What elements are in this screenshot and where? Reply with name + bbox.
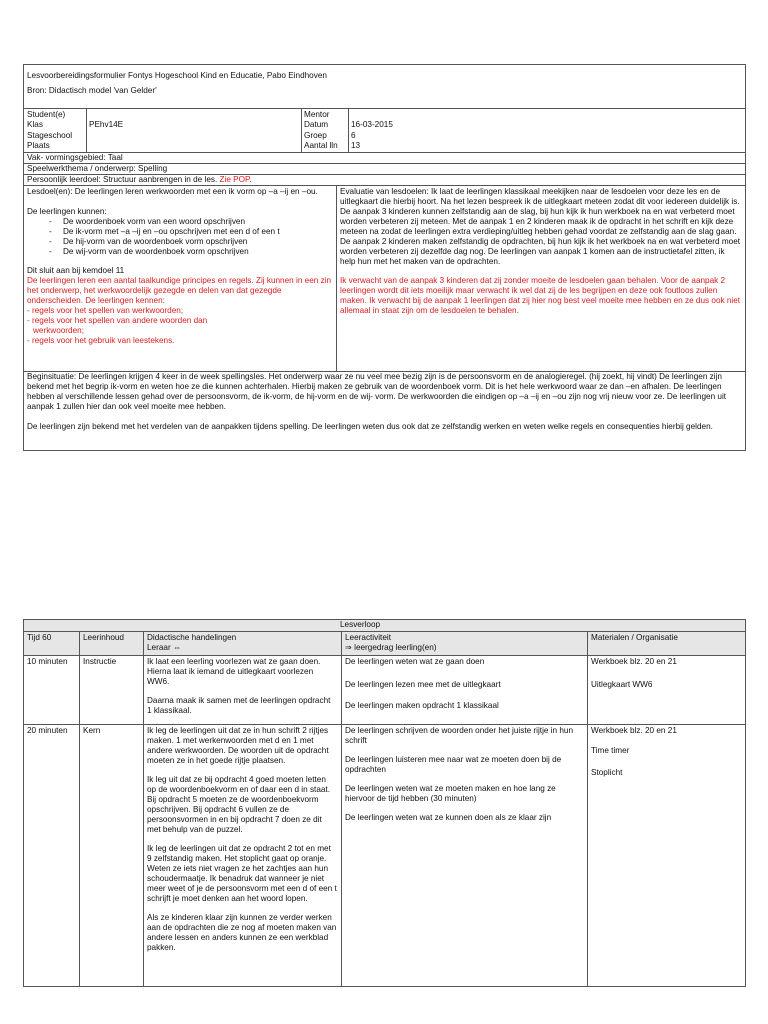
divider <box>336 185 337 371</box>
row-tijd: 10 minuten <box>27 657 68 666</box>
header-leeractiviteit: Leeractiviteit <box>345 633 391 642</box>
didactisch-paragraph: Als ze kinderen klaar zijn kunnen ze verder werken aan de opdrachten die ze nog af moeten maken van andere lessen en anders kunnen ze een werkblad pakken. <box>147 913 337 952</box>
label-mentor: Mentor <box>304 110 330 119</box>
row-inhoud: Kern <box>83 726 101 735</box>
row-activiteit <box>342 725 586 833</box>
activiteit-item: De leerlingen schrijven de woorden onder het juiste rijtje in hun schrift <box>345 726 574 745</box>
materialen-item: Werkboek blz. 20 en 21 <box>591 726 677 735</box>
list-item: - De wij-vorm van de woordenboek vorm opschrijven <box>27 247 332 257</box>
kerndoel-description: De leerlingen leren een aantal taalkundige principes en regels. Zij kunnen in een zin het onderwerp, het werkwoordelijk gezegde en delen van dat gezegde onderscheiden. De leerlingen kennen: <box>27 276 332 305</box>
activiteit-item: De leerlingen luisteren mee naar wat ze moeten doen bij de opdrachten <box>345 755 562 774</box>
value-aantal: 13 <box>351 141 361 150</box>
evaluatie-verwachting: Ik verwacht van de aanpak 3 kinderen dat zij zonder moeite de lesdoelen gaan behalen. Voor de aanpak 2 leerlingen wordt dit iets moeilijk maar verwacht ik wel dat zij de les begrijpen en deze ook foutloos zullen maken. Ik verwacht bij de aanpak 1 leerlingen dat zij hier nog best veel moeite mee hebben en ze dus ook niet allemaal in staat zijn om de lesdoelen te behalen. <box>340 276 741 315</box>
lesdoel-intro: Lesdoel(en): De leerlingen leren werkwoorden met een ik vorm op –a –ij en –ou. <box>27 187 318 196</box>
list-item: - De ik-vorm met –a –ij en –ou opschrijven met een d of een t <box>27 227 332 237</box>
didactisch-paragraph: Ik laat een leerling voorlezen wat ze gaan doen. Hierna laat ik iemand de uitlegkaart voorlezen WW6. <box>147 657 321 686</box>
evaluatie-text: Evaluatie van lesdoelen: Ik laat de leerlingen klassikaal meekijken naar de lesdoelen voor deze les en de uitlegkaart die hierbij hoort. Na het lezen bespreek ik de uitlegkaart meteen zodat dit voor iedereen duidelijk is. De aanpak 3 kinderen kunnen zelfstandig aan de slag, bij hun kijk ik hun werkboek na en wat verbeterd moet worden verbeteren zij meteen. Met de aanpak 1 en 2 kinderen maak ik de opdracht in het schrift en kijk deze meteen na zodat de leerlingen extra verdieping/uitleg hebben gehad voordat ze zelfstandig aan de slag gaan. De aanpak 2 kinderen maken zelfstandig de opdrachten, bij hun kijk ik het werkboek na en wat verbeterd moet worden verbeteren zij dezelfde dag nog. De leerlingen van aanpak 1 komen aan de instructietafel zitten, ik help hun met het maken van de opdrachten. <box>340 187 741 266</box>
divider <box>348 108 349 152</box>
header-leergedrag: ⇒ leergedrag leerling(en) <box>345 643 437 652</box>
value-datum: 16-03-2015 <box>351 120 393 129</box>
label-plaats: Plaats <box>27 141 50 150</box>
beginsituatie-section <box>27 372 742 432</box>
lesdoel-section <box>27 187 332 346</box>
materialen-item: Uitlegkaart WW6 <box>591 680 653 689</box>
lesdoel-kunnen: De leerlingen kunnen: <box>27 207 107 216</box>
divider <box>79 631 80 987</box>
label-aantal: Aantal lln <box>304 141 338 150</box>
divider <box>23 152 746 153</box>
beginsituatie-aanpakken: De leerlingen zijn bekend met het verdelen van de aanpakken tijdens spelling. De leerlingen weten dus ook dat ze zelfstandig werken en weten welke regels en consequenties hierbij gelden. <box>27 422 713 431</box>
header-materialen: Materialen / Organisatie <box>591 633 678 642</box>
persoonlijk-leerdoel <box>27 175 252 185</box>
divider <box>86 108 87 152</box>
list-item: - De hij-vorm van de woordenboek vorm opschrijven <box>27 237 332 247</box>
row-didactisch <box>144 656 340 726</box>
materialen-item: Time timer <box>591 746 630 755</box>
lesdoel-list <box>27 217 332 257</box>
label-student: Student(e) <box>27 110 66 119</box>
kerndoel-line: Dit sluit aan bij kemdoel 11 <box>27 266 125 275</box>
value-klas: PEhv14E <box>89 120 124 129</box>
pop-link[interactable]: Zie POP. <box>219 175 252 184</box>
label-groep: Groep <box>304 131 327 140</box>
activiteit-item: De leerlingen maken opdracht 1 klassikaal <box>345 701 499 710</box>
didactisch-paragraph: Ik leg de leerlingen uit dat ze in hun schrift 2 rijtjes maken. 1 met werkenwoorden met d en 1 met andere werkwoorden. De woorden uit de opdracht moeten ze in het goede rijtje plaatsen. <box>147 726 329 765</box>
divider <box>23 655 746 656</box>
divider <box>23 108 746 109</box>
didactisch-paragraph: Daarna maak ik samen met de leerlingen opdracht 1 klassikaal. <box>147 696 331 715</box>
kerndoel-item: - regels voor het gebruik van leestekens. <box>27 336 175 345</box>
header-leerinhoud: Leerinhoud <box>83 633 124 642</box>
vak-gebied: Vak- vormingsgebied: Taal <box>27 153 123 162</box>
didactisch-paragraph: Ik leg uit dat ze bij opdracht 4 goed moeten letten op de woordenboekvorm en of daar een d in staat. Bij opdracht 5 moeten ze de woordenboekvorm opschrijven. Bij opdracht 6 vullen ze de persoonsvormen in en bij opdracht 7 doen ze dit met behulp van de puzzel. <box>147 775 330 834</box>
lesverloop-title: Lesverloop <box>340 620 381 629</box>
header-leraar: Leraar ⇔ <box>147 643 182 652</box>
beginsituatie-text: Beginsituatie: De leerlingen krijgen 4 keer in de week spellingsles. Het onderwerp waar ze nu veel mee bezig zijn is de persoonsvorm en de analogieregel. (hij zoekt, hij vindt) De leerlingen zijn bekend met het begrip ik-vorm en weten hoe ze die kunnen achterhalen. Hierbij maken ze gebruik van de woordenboek vorm. Dit is het hele werkwoord waar ze dan –en afhalen. De leerlingen hebben al verschillende lessen gehad over de persoonsvorm, de ik-vorm, de hij-vorm en de wij- vorm. De werkwoorden die eindigen op –a –ij en –ou zijn nog vrij nieuw voor ze. De leerlingen uit aanpak 1 zullen hier dan ook veel moeite mee hebben. <box>27 372 727 411</box>
didactisch-paragraph: Ik leg de leerlingen uit dat ze opdracht 2 tot en met 9 zelfstandig maken. Het stoplicht gaat op oranje. Weten ze iets niet vragen ze het zachtjes aan hun schoudermaatje. Ik benadruk dat wanneer je niet meer weet of je de persoonsvorm met een d of een t schrijft je moet denken aan het woord lopen. <box>147 844 337 903</box>
kerndoel-item: - regels voor het spellen van werkwoorden; <box>27 306 184 315</box>
activiteit-item: De leerlingen weten wat ze gaan doen <box>345 657 485 666</box>
kerndoel-item: - regels voor het spellen van andere woorden dan <box>27 316 208 325</box>
label-klas: Klas <box>27 120 43 129</box>
list-item: - De woordenboek vorm van een woord opschrijven <box>27 217 332 227</box>
materialen-item: Werkboek blz. 20 en 21 <box>591 657 677 666</box>
row-inhoud: Instructie <box>83 657 117 666</box>
speelwerkthema: Speelwerkthema / onderwerp: Spelling <box>27 164 168 173</box>
row-didactisch <box>144 725 340 963</box>
label-stageschool: Stageschool <box>27 131 73 140</box>
kerndoel-item: werkwoorden; <box>33 326 84 335</box>
value-groep: 6 <box>351 131 356 140</box>
materialen-item: Stoplicht <box>591 768 623 777</box>
persoonlijk-leerdoel-text: Persoonlijk leerdoel: Structuur aanbrengen in de les. <box>27 175 218 184</box>
lesverloop-title-bar <box>24 620 745 631</box>
activiteit-item: De leerlingen weten wat ze moeten maken en hoe lang ze hiervoor de tijd hebben (30 minuten) <box>345 784 556 803</box>
form-title: Lesvoorbereidingsformulier Fontys Hogeschool Kind en Educatie, Pabo Eindhoven <box>27 71 327 80</box>
activiteit-item: De leerlingen lezen mee met de uitlegkaart <box>345 680 501 689</box>
form-source: Bron: Didactisch model 'van Gelder' <box>27 86 157 95</box>
divider <box>23 185 746 186</box>
evaluatie-section <box>340 187 742 316</box>
header-tijd: Tijd 60 <box>27 633 52 642</box>
row-tijd: 20 minuten <box>27 726 68 735</box>
divider <box>301 108 302 152</box>
header-didactisch: Didactische handelingen <box>147 633 237 642</box>
label-datum: Datum <box>304 120 329 129</box>
activiteit-item: De leerlingen weten wat ze kunnen doen als ze klaar zijn <box>345 813 552 822</box>
divider <box>587 631 588 987</box>
